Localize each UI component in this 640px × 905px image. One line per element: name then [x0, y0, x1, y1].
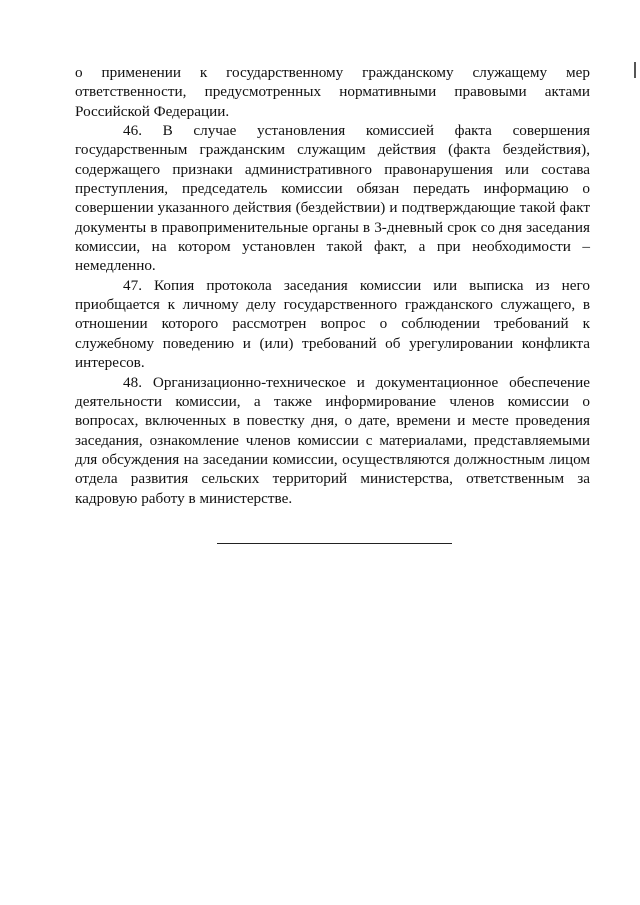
paragraph-48: 48. Организационно-техническое и документационное обеспечение деятельности комиссии, а также информирование членов комиссии о вопросах, включенных в повестку дня, о дате, времени и месте проведения заседания, ознакомление членов комиссии с материалами, представляемыми для обсуждения на заседании комиссии, осуществляются должностным лицом отдела развития сельских территорий министерства, ответственным за кадровую работу в министерстве.	[75, 373, 590, 507]
end-divider-line	[217, 543, 452, 544]
paragraph-46: 46. В случае установления комиссией факта совершения государственным гражданским служащим действия (факта бездействия), содержащего признаки административного правонарушения или состава преступления, председатель комиссии обязан передать информацию о совершении указанного действия (бездействии) и подтверждающие такой факт документы в правоприменительные органы в 3-дневный срок со дня заседания комиссии, на котором установлен такой факт, а при необходимости – немедленно.	[75, 122, 590, 275]
scan-edge-mark	[634, 62, 636, 78]
document-body	[75, 63, 590, 508]
paragraph-continuation: о применении к государственному гражданскому служащему мер ответственности, предусмотренных нормативными правовыми актами Российской Федерации.	[75, 64, 590, 120]
paragraph-47: 47. Копия протокола заседания комиссии или выписка из него приобщается к личному делу государственного гражданского служащего, в отношении которого рассмотрен вопрос о соблюдении требований к служебному поведению и (или) требований об урегулировании конфликта интересов.	[75, 276, 590, 372]
